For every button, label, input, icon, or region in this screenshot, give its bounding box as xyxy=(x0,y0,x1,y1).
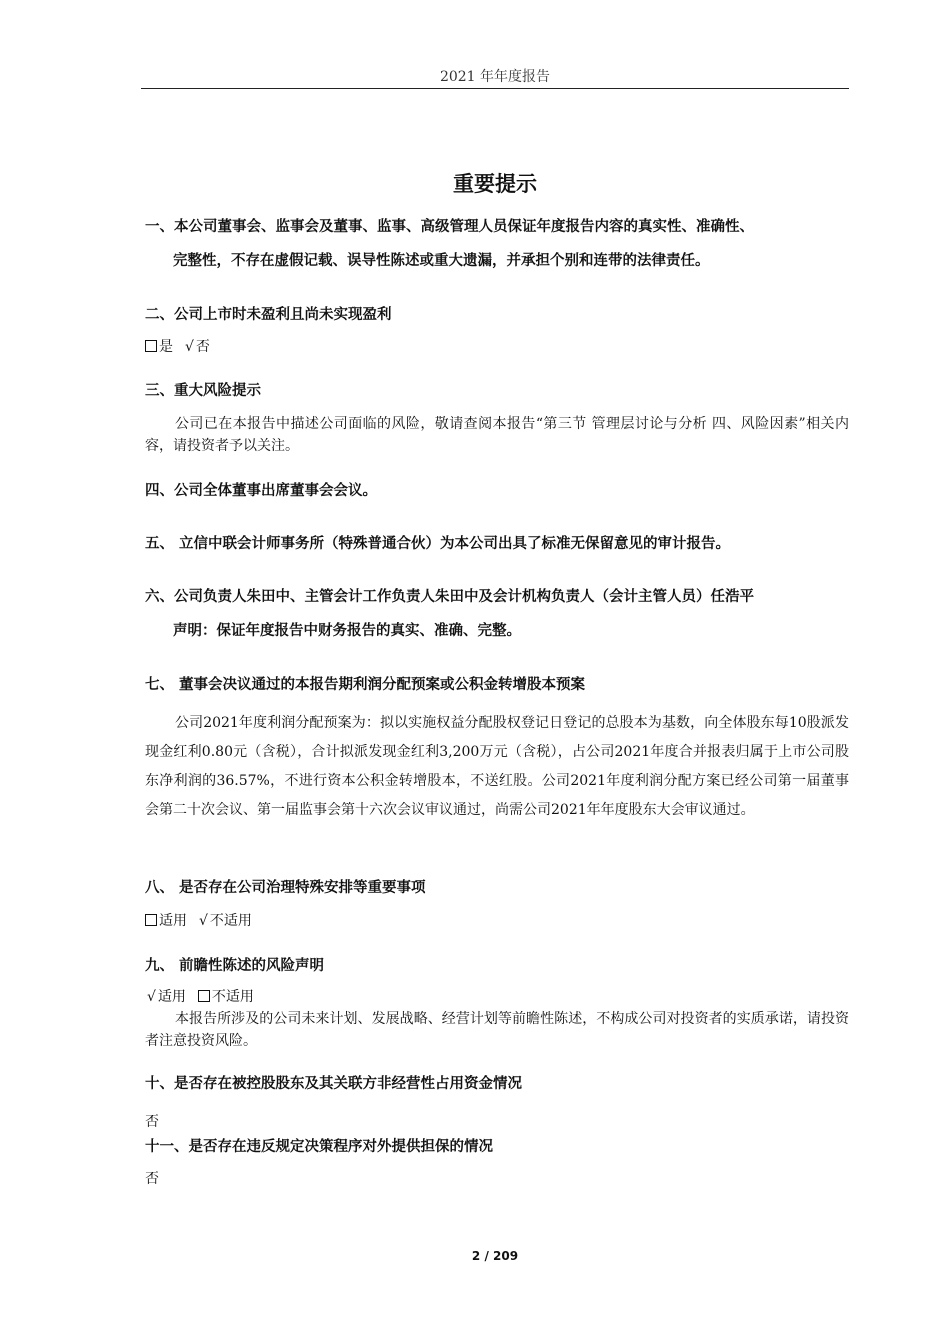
option-applicable-label: 适用 xyxy=(159,913,187,929)
section-9-text: 本报告所涉及的公司未来计划、发展战略、经营计划等前瞻性陈述，不构成公司对投资者的实质承诺，请投资者注意投资风险。 xyxy=(145,1011,849,1049)
section-8-heading: 八、 是否存在公司治理特殊安排等重要事项 xyxy=(145,880,426,896)
section-6 xyxy=(145,580,849,648)
page-header: 2021 年年度报告 xyxy=(439,69,551,85)
section-1-line2: 完整性，不存在虚假记载、误导性陈述或重大遗漏，并承担个别和连带的法律责任。 xyxy=(173,253,710,269)
section-6-line2: 声明：保证年度报告中财务报告的真实、准确、完整。 xyxy=(173,623,521,639)
page-title: 重要提示 xyxy=(453,172,537,196)
section-7-text: 公司2021年度利润分配预案为：拟以实施权益分配股权登记日登记的总股本为基数，向全体股东每10股派发现金红利0.80元（含税），合计拟派发现金红利3,200万元（含税），占公司2021年度合并报表归属于上市公司股东净利润的36.57%，不进行资本公积金转增股本，不送红股。公司2021年度利润分配方案已经公司第一届董事会第二十次会议、第一届监事会第十六次会议审议通过，尚需公司2021年年度股东大会审议通过。 xyxy=(145,715,849,818)
option-no-label: 否 xyxy=(195,339,210,355)
option-applicable-label: 适用 xyxy=(157,989,186,1005)
section-7-heading: 七、 董事会决议通过的本报告期利润分配预案或公积金转增股本预案 xyxy=(145,677,586,693)
section-2-options xyxy=(145,336,849,358)
section-11-answer: 否 xyxy=(145,1171,159,1187)
check-mark-icon: √ xyxy=(147,989,156,1005)
check-mark-icon: √ xyxy=(185,339,194,355)
option-yes-label: 是 xyxy=(159,339,173,355)
section-9-options xyxy=(145,986,849,1008)
page-number: 2 / 209 xyxy=(471,1249,519,1263)
section-4-heading: 四、公司全体董事出席董事会会议。 xyxy=(145,483,377,499)
section-10-heading: 十、是否存在被控股股东及其关联方非经营性占用资金情况 xyxy=(145,1076,522,1092)
section-1-line1: 一、本公司董事会、监事会及董事、监事、高级管理人员保证年度报告内容的真实性、准确性、 xyxy=(145,219,754,235)
section-1 xyxy=(145,210,849,278)
section-10-answer: 否 xyxy=(145,1114,159,1130)
section-9-heading: 九、 前瞻性陈述的风险声明 xyxy=(145,958,325,974)
section-3-heading: 三、重大风险提示 xyxy=(145,383,261,399)
unchecked-box-icon xyxy=(145,914,157,926)
section-3-text: 公司已在本报告中描述公司面临的风险，敬请查阅本报告“第三节 管理层讨论与分析 四、风险因素”相关内容，请投资者予以关注。 xyxy=(145,416,849,454)
section-2-heading: 二、公司上市时未盈利且尚未实现盈利 xyxy=(145,307,392,323)
unchecked-box-icon xyxy=(198,990,210,1002)
section-6-line1: 六、公司负责人朱田中、主管会计工作负责人朱田中及会计机构负责人（会计主管人员）任浩平 xyxy=(145,589,754,605)
section-5-heading: 五、 立信中联会计师事务所（特殊普通合伙）为本公司出具了标准无保留意见的审计报告。 xyxy=(145,536,731,552)
section-8-options xyxy=(145,910,849,932)
unchecked-box-icon xyxy=(145,340,157,352)
header-divider xyxy=(141,88,849,89)
option-not-applicable-label: 不适用 xyxy=(211,989,254,1005)
option-not-applicable-label: 不适用 xyxy=(209,913,252,929)
check-mark-icon: √ xyxy=(199,913,208,929)
section-11-heading: 十一、是否存在违反规定决策程序对外提供担保的情况 xyxy=(145,1139,493,1155)
